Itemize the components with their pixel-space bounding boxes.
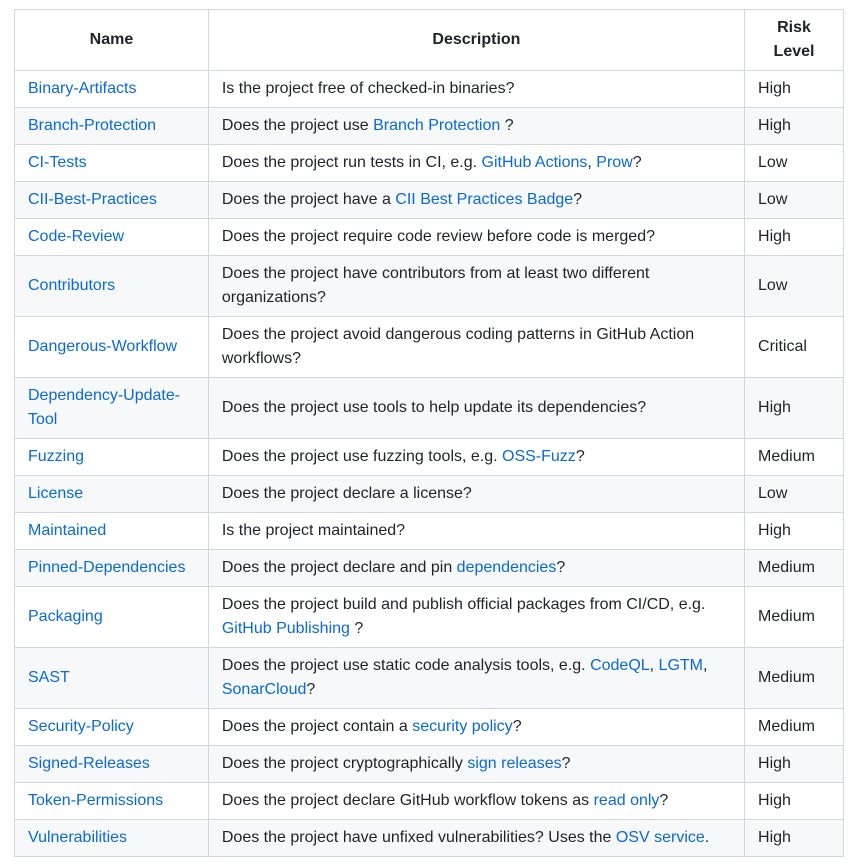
- description-text: ?: [573, 191, 583, 208]
- table-row: [15, 145, 844, 182]
- description-text: Does the project run tests in CI, e.g.: [221, 154, 482, 171]
- cell-risk-level: Low: [745, 182, 844, 219]
- cell-risk-level: High: [745, 71, 844, 108]
- description-text: ?: [500, 117, 514, 134]
- description-text: Does the project use tools to help update its dependencies?: [221, 399, 647, 416]
- check-name-link[interactable]: CI-Tests: [28, 154, 87, 171]
- cell-description: [208, 378, 744, 439]
- description-text: Does the project require code review before code is merged?: [221, 228, 655, 245]
- cell-name: [15, 709, 209, 746]
- description-link[interactable]: Branch Protection: [373, 117, 501, 134]
- cell-risk-level: Low: [745, 476, 844, 513]
- description-link[interactable]: dependencies: [456, 559, 557, 576]
- check-name-link[interactable]: Dangerous-Workflow: [28, 338, 178, 355]
- description-link[interactable]: SonarCloud: [221, 681, 307, 698]
- description-text: ,: [703, 657, 708, 674]
- check-name-link[interactable]: SAST: [28, 669, 70, 686]
- description-text: Does the project cryptographically: [221, 755, 468, 772]
- cell-risk-level: High: [745, 108, 844, 145]
- cell-name: [15, 439, 209, 476]
- table-row: [15, 378, 844, 439]
- cell-description: [208, 439, 744, 476]
- cell-description: [208, 783, 744, 820]
- check-name-link[interactable]: Token-Permissions: [28, 792, 164, 809]
- description-text: ?: [659, 792, 669, 809]
- description-link[interactable]: sign releases: [467, 755, 562, 772]
- security-checks-table: [14, 9, 844, 857]
- table-row: [15, 709, 844, 746]
- cell-description: [208, 71, 744, 108]
- cell-description: [208, 709, 744, 746]
- table-row: [15, 476, 844, 513]
- description-text: ?: [349, 620, 364, 637]
- description-link[interactable]: OSV service: [615, 829, 705, 846]
- check-name-link[interactable]: Pinned-Dependencies: [28, 559, 186, 576]
- cell-name: [15, 256, 209, 317]
- check-name-link[interactable]: Security-Policy: [28, 718, 134, 735]
- check-name-link[interactable]: Dependency-Update-Tool: [28, 387, 181, 428]
- cell-name: [15, 145, 209, 182]
- description-link[interactable]: GitHub Actions: [481, 154, 588, 171]
- cell-description: [208, 182, 744, 219]
- description-link[interactable]: Prow: [596, 154, 633, 171]
- description-text: Does the project have contributors from at least two different organizations?: [221, 265, 650, 306]
- description-text: Is the project maintained?: [221, 522, 406, 539]
- check-name-link[interactable]: Contributors: [28, 277, 116, 294]
- cell-description: [208, 145, 744, 182]
- cell-risk-level: Medium: [745, 709, 844, 746]
- cell-name: [15, 378, 209, 439]
- description-text: Does the project have a: [221, 191, 396, 208]
- cell-name: [15, 550, 209, 587]
- check-name-link[interactable]: Branch-Protection: [28, 117, 157, 134]
- cell-name: [15, 182, 209, 219]
- description-text: ?: [306, 681, 316, 698]
- description-text: ?: [561, 755, 571, 772]
- description-text: Does the project use: [221, 117, 374, 134]
- description-text: ?: [575, 448, 585, 465]
- cell-risk-level: Critical: [745, 317, 844, 378]
- table-row: [15, 820, 844, 857]
- cell-name: [15, 108, 209, 145]
- cell-description: [208, 219, 744, 256]
- description-text: ?: [512, 718, 522, 735]
- cell-name: [15, 476, 209, 513]
- description-link[interactable]: LGTM: [658, 657, 703, 674]
- description-text: Does the project use static code analysis tools, e.g.: [221, 657, 591, 674]
- check-name-link[interactable]: Vulnerabilities: [28, 829, 128, 846]
- description-text: ?: [556, 559, 566, 576]
- table-row: [15, 219, 844, 256]
- table-body: [15, 71, 844, 857]
- header-description: Description: [208, 10, 744, 71]
- cell-name: [15, 513, 209, 550]
- cell-description: [208, 476, 744, 513]
- cell-description: [208, 108, 744, 145]
- cell-risk-level: High: [745, 219, 844, 256]
- check-name-link[interactable]: Packaging: [28, 608, 103, 625]
- cell-description: [208, 256, 744, 317]
- table-row: [15, 746, 844, 783]
- cell-risk-level: Medium: [745, 648, 844, 709]
- table-row: [15, 182, 844, 219]
- cell-name: [15, 648, 209, 709]
- cell-risk-level: Low: [745, 256, 844, 317]
- description-text: ?: [632, 154, 642, 171]
- check-name-link[interactable]: Fuzzing: [28, 448, 85, 465]
- description-text: .: [704, 829, 710, 846]
- description-text: ,: [649, 657, 659, 674]
- table-row: [15, 71, 844, 108]
- check-name-link[interactable]: License: [28, 485, 84, 502]
- description-link[interactable]: read only: [593, 792, 660, 809]
- check-name-link[interactable]: Signed-Releases: [28, 755, 150, 772]
- check-name-link[interactable]: Maintained: [28, 522, 107, 539]
- table-row: [15, 256, 844, 317]
- cell-risk-level: High: [745, 378, 844, 439]
- description-text: Does the project have unfixed vulnerabilities? Uses the: [221, 829, 616, 846]
- check-name-link[interactable]: Code-Review: [28, 228, 125, 245]
- cell-risk-level: High: [745, 513, 844, 550]
- description-text: Does the project declare and pin: [221, 559, 457, 576]
- description-text: Does the project declare GitHub workflow tokens as: [221, 792, 594, 809]
- description-text: Does the project build and publish official packages from CI/CD, e.g.: [221, 596, 706, 613]
- cell-risk-level: High: [745, 783, 844, 820]
- description-link[interactable]: security policy: [412, 718, 513, 735]
- cell-description: [208, 587, 744, 648]
- table-row: [15, 550, 844, 587]
- header-risk-level: Risk Level: [745, 10, 844, 71]
- cell-description: [208, 820, 744, 857]
- description-text: Does the project avoid dangerous coding patterns in GitHub Action workflows?: [221, 326, 695, 367]
- table-row: [15, 587, 844, 648]
- check-name-link[interactable]: Binary-Artifacts: [28, 80, 137, 97]
- cell-name: [15, 317, 209, 378]
- description-link[interactable]: OSS-Fuzz: [502, 448, 576, 465]
- description-text: Is the project free of checked-in binaries?: [221, 80, 515, 97]
- cell-description: [208, 550, 744, 587]
- cell-name: [15, 71, 209, 108]
- cell-description: [208, 746, 744, 783]
- description-text: Does the project declare a license?: [221, 485, 472, 502]
- table-row: [15, 317, 844, 378]
- description-link[interactable]: GitHub Publishing: [221, 620, 350, 637]
- cell-name: [15, 587, 209, 648]
- cell-risk-level: Low: [745, 145, 844, 182]
- description-link[interactable]: CodeQL: [590, 657, 650, 674]
- description-text: Does the project contain a: [221, 718, 413, 735]
- description-text: Does the project use fuzzing tools, e.g.: [221, 448, 503, 465]
- header-name: Name: [15, 10, 209, 71]
- table-row: [15, 108, 844, 145]
- cell-description: [208, 648, 744, 709]
- cell-description: [208, 513, 744, 550]
- cell-risk-level: Medium: [745, 439, 844, 476]
- cell-name: [15, 820, 209, 857]
- description-link[interactable]: CII Best Practices Badge: [395, 191, 574, 208]
- header-row: [15, 10, 844, 71]
- description-text: ,: [587, 154, 597, 171]
- cell-risk-level: High: [745, 820, 844, 857]
- check-name-link[interactable]: CII-Best-Practices: [28, 191, 157, 208]
- cell-risk-level: Medium: [745, 550, 844, 587]
- cell-risk-level: High: [745, 746, 844, 783]
- table-row: [15, 439, 844, 476]
- table-row: [15, 783, 844, 820]
- cell-description: [208, 317, 744, 378]
- table-row: [15, 648, 844, 709]
- cell-risk-level: Medium: [745, 587, 844, 648]
- table-row: [15, 513, 844, 550]
- cell-name: [15, 783, 209, 820]
- cell-name: [15, 219, 209, 256]
- cell-name: [15, 746, 209, 783]
